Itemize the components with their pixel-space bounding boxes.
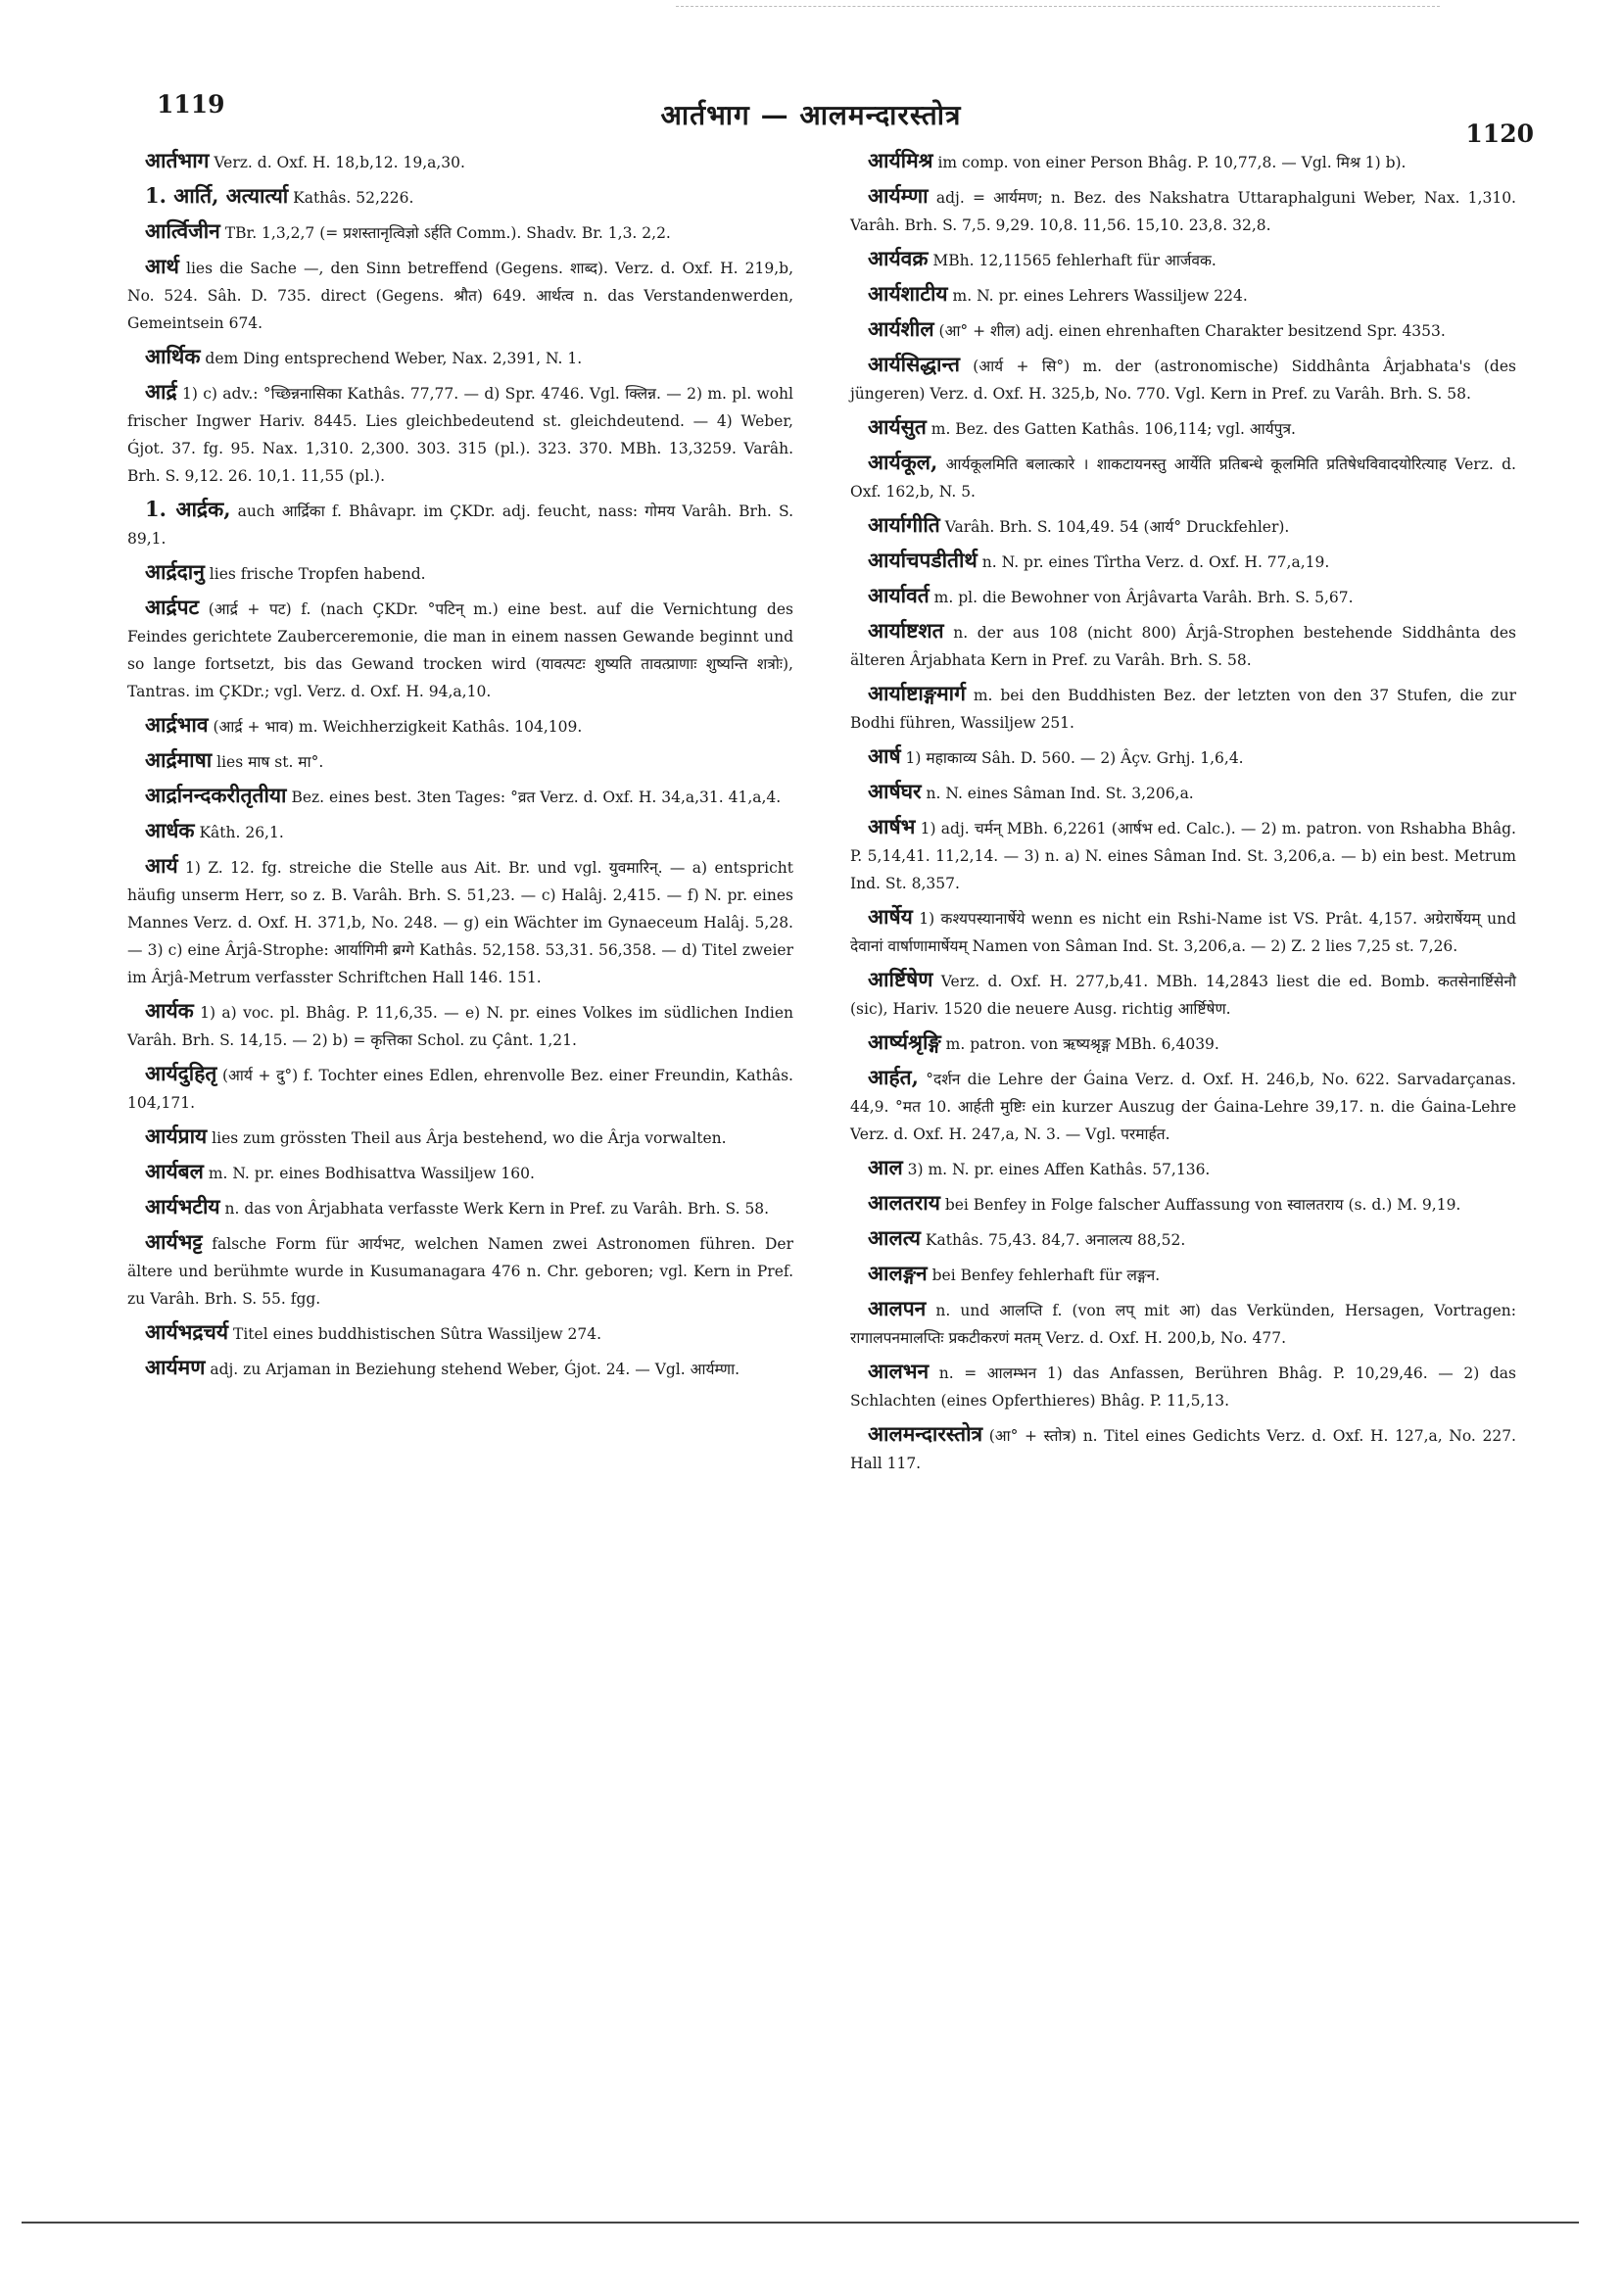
top-dashed-rule xyxy=(676,6,1440,7)
dictionary-entry xyxy=(850,1358,1516,1414)
dictionary-entry xyxy=(127,147,793,176)
entry-headword: 1. आर्ति, अत्यार्त्या xyxy=(145,183,289,208)
entry-text: Verz. d. Oxf. H. 277,b,41. MBh. 14,2843 liest die ed. Bomb. कतसेनार्ष्टिसेनौ (sic), Hariv. 1520 die neuere Ausg. richtig आर्ष्टिषेण. xyxy=(850,973,1516,1018)
entry-headword: आर्यकूल, xyxy=(868,450,938,474)
entry-text: lies माष st. मा°. xyxy=(216,753,324,771)
dictionary-entry xyxy=(127,746,793,776)
dictionary-entry xyxy=(850,1189,1516,1219)
entry-headword: आर्यसुत xyxy=(868,414,927,439)
entry-headword: आर्द्रमाषा xyxy=(145,747,213,772)
entry-headword: आर्द्रदानु xyxy=(145,559,205,584)
entry-text: 1) महाकाव्य Sâh. D. 560. — 2) Âçv. Grhj. 1,6,4. xyxy=(905,749,1244,767)
dictionary-entry xyxy=(850,1295,1516,1352)
entry-headword: आर्यक xyxy=(145,998,194,1023)
entry-headword: आर्ष xyxy=(868,743,901,768)
dictionary-entry xyxy=(850,280,1516,310)
entry-headword: आर्यशील xyxy=(868,316,934,341)
entry-text: lies frische Tropfen habend. xyxy=(209,565,426,583)
entry-headword: आर्त्विजीन xyxy=(145,218,220,243)
dictionary-entry xyxy=(127,378,793,490)
entry-headword: आर्याष्टाङ्गमार्ग xyxy=(868,681,966,705)
entry-text: Varâh. Brh. S. 104,49. 54 (आर्य° Druckfehler). xyxy=(944,518,1290,536)
dictionary-entry xyxy=(127,782,793,811)
entry-text: Verz. d. Oxf. H. 18,b,12. 19,a,30. xyxy=(214,154,465,171)
entry-text: (आ° + स्तोत्र) n. Titel eines Gedichts Verz. d. Oxf. H. 127,a, No. 227. Hall 117. xyxy=(850,1427,1516,1472)
entry-text: TBr. 1,3,2,7 (= प्रशस्तानृत्विज्ञो ऽर्हति Comm.). Shadv. Br. 1,3. 2,2. xyxy=(224,224,671,242)
entry-headword: आर्षेय xyxy=(868,904,913,929)
entry-text: lies zum grössten Theil aus Ârja bestehend, wo die Ârja vorwalten. xyxy=(212,1129,727,1147)
entry-text: Kâth. 26,1. xyxy=(199,824,284,841)
dictionary-entry xyxy=(850,680,1516,737)
entry-headword: 1. आर्द्रक, xyxy=(145,497,231,521)
entry-headword: आर्यभट्ट xyxy=(145,1229,203,1254)
entry-text: 1) adj. चर्मन् MBh. 6,2261 (आर्षभ ed. Calc.). — 2) m. patron. von Rshabha Bhâg. P. 5,14,41. 11,2,14. — 3) n. a) N. eines Sâman Ind. St. 3,206,a. — b) ein best. Metrum Ind. St. 8,357. xyxy=(850,820,1516,892)
entry-headword: आर्थ xyxy=(145,254,179,278)
dictionary-entry xyxy=(127,1193,793,1222)
entry-text: (आर्य + दु°) f. Tochter eines Edlen, ehrenvolle Bez. einer Freundin, Kathâs. 104,171. xyxy=(127,1067,793,1112)
dictionary-entry xyxy=(850,903,1516,960)
entry-headword: आर्यदुहितृ xyxy=(145,1061,217,1085)
entry-text: adj. = आर्यमण; n. Bez. des Nakshatra Uttaraphalguni Weber, Nax. 1,310. Varâh. Brh. S. 7,5. 9,29. 10,8. 11,56. 15,10. 23,8. 32,8. xyxy=(850,189,1516,234)
entry-text: 3) m. N. pr. eines Affen Kathâs. 57,136. xyxy=(907,1161,1211,1178)
entry-headword: आर्याष्टशत xyxy=(868,618,944,643)
entry-headword: आर्धक xyxy=(145,818,195,842)
entry-text: bei Benfey fehlerhaft für लङ्गन. xyxy=(931,1267,1161,1284)
dictionary-entry xyxy=(850,582,1516,611)
entry-headword: आर्य xyxy=(145,853,178,878)
entry-headword: आर्यबल xyxy=(145,1159,204,1183)
entry-headword: आर्द्रभाव xyxy=(145,712,209,737)
entry-text: 1) Z. 12. fg. streiche die Stelle aus Ait. Br. und vgl. युवमारिन्. — a) entspricht häufig unserm Herr, so z. B. Varâh. Brh. S. 51,23. — c) Halâj. 2,415. — f) N. pr. eines Mannes Verz. d. Oxf. H. 371,b, No. 248. — g) ein Wächter im Gynaeceum Halâj. 5,28. — 3) c) eine Ârjâ-Strophe: आर्यागिमी ब्रग्गे Kathâs. 52,158. 53,31. 56,358. — d) Titel zweier im Ârjâ-Metrum verfasster Schriftchen Hall 146. 151. xyxy=(127,859,793,986)
dictionary-entry xyxy=(127,1228,793,1313)
dictionary-entry xyxy=(850,351,1516,407)
entry-text: n. = आलम्भन 1) das Anfassen, Berühren Bhâg. P. 10,29,46. — 2) das Schlachten (eines Opferthieres) Bhâg. P. 11,5,13. xyxy=(850,1364,1516,1410)
entry-headword: आलङ्गन xyxy=(868,1261,928,1285)
entry-headword: आर्तभाग xyxy=(145,148,210,172)
dictionary-entry xyxy=(850,617,1516,674)
entry-headword: आर्यप्राय xyxy=(145,1124,208,1148)
dictionary-entry xyxy=(127,496,793,552)
entry-text: 1) a) voc. pl. Bhâg. P. 11,6,35. — e) N. pr. eines Volkes im südlichen Indien Varâh. Brh. S. 14,15. — 2) b) = कृत्तिका Schol. zu Çânt. 1,21. xyxy=(127,1004,793,1049)
dictionary-entry xyxy=(127,1318,793,1348)
entry-text: Kathâs. 75,43. 84,7. अनालत्य 88,52. xyxy=(925,1231,1186,1249)
dictionary-entry xyxy=(127,594,793,705)
entry-headword: आर्यभटीय xyxy=(145,1194,220,1219)
entry-text: n. das von Ârjabhata verfasste Werk Kern in Pref. zu Varâh. Brh. S. 58. xyxy=(224,1200,770,1218)
entry-text: Bez. eines best. 3ten Tages: °व्रत Verz. d. Oxf. H. 34,a,31. 41,a,4. xyxy=(291,789,782,806)
entry-headword: आर्ष्यश्रृङ्गि xyxy=(868,1029,941,1054)
entry-text: 1) कश्यपस्यानार्षेये wenn es nicht ein Rshi-Name ist VS. Prât. 4,157. अग्रेरार्षेयम् und देवानां वार्षाणामार्षेयम् Namen von Sâman Ind. St. 3,206,a. — 2) Z. 2 lies 7,25 st. 7,26. xyxy=(850,910,1516,955)
entry-headword: आर्यमण xyxy=(145,1355,206,1379)
entry-headword: आर्हत, xyxy=(868,1065,919,1089)
entry-headword: आर्द्रानन्दकरीतृतीया xyxy=(145,783,287,807)
dictionary-entry xyxy=(127,1123,793,1152)
dictionary-entry xyxy=(850,778,1516,807)
entry-text: m. Bez. des Gatten Kathâs. 106,114; vgl. आर्यपुत्र. xyxy=(930,420,1296,438)
entry-headword: आर्यभद्रचर्य xyxy=(145,1319,229,1344)
dictionary-entry xyxy=(127,852,793,991)
entry-headword: आर्ष्टिषेण xyxy=(868,967,933,991)
dictionary-entry xyxy=(850,547,1516,576)
dictionary-entry xyxy=(127,343,793,372)
bottom-rule xyxy=(22,2222,1579,2224)
entry-text: आर्यकूलमिति बलात्कारे । शाकटायनस्तु आर्येति प्रतिबन्धे कूलमिति प्रतिषेधविवादयोरित्याह Verz. d. Oxf. 162,b, N. 5. xyxy=(850,455,1516,501)
entry-headword: आर्थिक xyxy=(145,344,201,368)
dictionary-entry xyxy=(850,182,1516,239)
entry-text: n. N. eines Sâman Ind. St. 3,206,a. xyxy=(926,785,1194,802)
running-title: आर्तभाग — आलमन्दारस्तोत्र xyxy=(660,99,962,131)
entry-headword: आर्यशाटीय xyxy=(868,281,948,306)
entry-text: Titel eines buddhistischen Sûtra Wassiljew 274. xyxy=(233,1325,602,1343)
entry-headword: आलपन xyxy=(868,1296,927,1320)
entry-text: dem Ding entsprechend Weber, Nax. 2,391, N. 1. xyxy=(205,350,583,367)
dictionary-entry xyxy=(127,1158,793,1187)
dictionary-entry xyxy=(127,1060,793,1117)
entry-headword: आर्द्रपट xyxy=(145,595,200,619)
dictionary-entry xyxy=(850,1420,1516,1477)
page-number-left: 1119 xyxy=(157,90,225,119)
dictionary-entry xyxy=(850,413,1516,443)
entry-text: m. N. pr. eines Bodhisattva Wassiljew 160. xyxy=(208,1165,535,1182)
entry-headword: आर्यसिद्धान्त xyxy=(868,352,960,376)
left-column xyxy=(127,147,793,1389)
entry-text: (आर्य + सि°) m. der (astronomische) Siddhânta Ârjabhata's (des jüngeren) Verz. d. Oxf. H. 325,b, No. 770. Vgl. Kern in Pref. zu Varâh. Brh. S. 58. xyxy=(850,358,1516,403)
entry-text: m. pl. die Bewohner von Ârjâvarta Varâh. Brh. S. 5,67. xyxy=(933,589,1354,606)
entry-text: n. der aus 108 (nicht 800) Ârjâ-Strophen bestehende Siddhânta des älteren Ârjabhata Kern in Pref. zu Varâh. Brh. S. 58. xyxy=(850,624,1516,669)
entry-text: m. bei den Buddhisten Bez. der letzten von den 37 Stufen, die zur Bodhi führen, Wassiljew 251. xyxy=(850,687,1516,732)
entry-headword: आर्यवक्र xyxy=(868,246,929,270)
dictionary-entry xyxy=(850,245,1516,274)
dictionary-entry xyxy=(127,182,793,212)
entry-text: n. N. pr. eines Tîrtha Verz. d. Oxf. H. 77,a,19. xyxy=(981,553,1330,571)
entry-headword: आलभन xyxy=(868,1359,930,1383)
entry-headword: आर्याचपडीतीर्थ xyxy=(868,548,978,572)
dictionary-entry xyxy=(850,966,1516,1023)
entry-text: (आर्द्र + भाव) m. Weichherzigkeit Kathâs. 104,109. xyxy=(213,718,583,736)
dictionary-entry xyxy=(850,147,1516,176)
entry-text: bei Benfey in Folge falscher Auffassung von स्वालतराय (s. d.) M. 9,19. xyxy=(944,1196,1461,1214)
dictionary-entry xyxy=(850,1224,1516,1254)
entry-headword: आर्यमिश्र xyxy=(868,148,933,172)
entry-text: n. und आलप्ति f. (von लप् mit आ) das Verkünden, Hersagen, Vortragen: रागालपनमालप्तिः प्रकटीकरणं मतम् Verz. d. Oxf. H. 200,b, No. 477. xyxy=(850,1302,1516,1347)
entry-headword: आर्यावर्त xyxy=(868,583,930,607)
entry-text: 1) c) adv.: °च्छिन्ननासिका Kathâs. 77,77. — d) Spr. 4746. Vgl. क्लिन्न. — 2) m. pl. wohl frischer Ingwer Hariv. 8445. Lies gleichbedeutend st. gleichdeutend. — 4) Weber, Ǵjot. 37. fg. 95. Nax. 1,310. 2,300. 303. 315 (pl.). 323. 370. MBh. 13,3259. Varâh. Brh. S. 9,12. 26. 10,1. 11,55 (pl.). xyxy=(127,385,793,485)
entry-headword: आर्षभ xyxy=(868,814,916,838)
dictionary-entry xyxy=(850,511,1516,541)
dictionary-entry xyxy=(127,997,793,1054)
dictionary-entry xyxy=(850,1064,1516,1148)
entry-text: MBh. 12,11565 fehlerhaft für आर्जवक. xyxy=(932,252,1216,269)
entry-text: m. patron. von ऋष्यश्रृङ्ग MBh. 6,4039. xyxy=(945,1035,1219,1053)
entry-headword: आर्द्र xyxy=(145,379,177,404)
entry-text: im comp. von einer Person Bhâg. P. 10,77,8. — Vgl. मिश्र 1) b). xyxy=(937,154,1407,171)
entry-text: adj. zu Arjaman in Beziehung stehend Weber, Ǵjot. 24. — Vgl. आर्यम्णा. xyxy=(210,1361,740,1378)
dictionary-entry xyxy=(127,1354,793,1383)
dictionary-entry xyxy=(127,711,793,741)
dictionary-entry xyxy=(850,315,1516,345)
entry-headword: आर्यम्णा xyxy=(868,183,929,208)
dictionary-entry xyxy=(850,449,1516,505)
entry-text: m. N. pr. eines Lehrers Wassiljew 224. xyxy=(952,287,1248,305)
dictionary-entry xyxy=(127,817,793,846)
dictionary-entry xyxy=(850,1028,1516,1058)
entry-text: (आर्द्र + पट) f. (nach ÇKDr. °पटिन् m.) eine best. auf die Vernichtung des Feindes gerichtete Zauberceremonie, die man in einem nassen Gewande beginnt und so lange fortsetzt, bis das Gewand trocken wird (यावत्पटः शुष्यति तावत्प्राणाः शुष्यन्ति शत्रोः), Tantras. im ÇKDr.; vgl. Verz. d. Oxf. H. 94,a,10. xyxy=(127,600,793,700)
dictionary-entry xyxy=(850,1260,1516,1289)
dictionary-entry xyxy=(127,253,793,337)
dictionary-entry xyxy=(850,742,1516,772)
entry-text: falsche Form für आर्यभट, welchen Namen zwei Astronomen führen. Der ältere und berühmte wurde in Kusumanagara 476 n. Chr. geboren; vgl. Kern in Pref. zu Varâh. Brh. S. 55. fgg. xyxy=(127,1235,793,1308)
entry-text: (आ° + शील) adj. einen ehrenhaften Charakter besitzend Spr. 4353. xyxy=(938,322,1446,340)
entry-text: °दर्शन die Lehre der Ǵaina Verz. d. Oxf. H. 246,b, No. 622. Sarvadarçanas. 44,9. °मत 10. आर्हती मुष्टिः ein kurzer Auszug der Ǵaina-Lehre 39,17. n. die Ǵaina-Lehre Verz. d. Oxf. H. 247,a, N. 3. — Vgl. परमार्हत. xyxy=(850,1071,1516,1143)
dictionary-entry xyxy=(850,813,1516,897)
dictionary-entry xyxy=(127,217,793,247)
entry-headword: आर्षघर xyxy=(868,779,922,803)
page-number-right: 1120 xyxy=(1465,120,1534,148)
entry-headword: आलमन्दारस्तोत्र xyxy=(868,1421,983,1446)
entry-text: lies die Sache —, den Sinn betreffend (Gegens. शाब्द). Verz. d. Oxf. H. 219,b, No. 524. Sâh. D. 735. direct (Gegens. श्रौत) 649. आर्थत्व n. das Verstandenwerden, Gemeintsein 674. xyxy=(127,260,793,332)
entry-text: Kathâs. 52,226. xyxy=(293,189,414,207)
right-column xyxy=(850,147,1516,1483)
entry-headword: आलत्य xyxy=(868,1225,921,1250)
dictionary-entry xyxy=(850,1154,1516,1183)
entry-headword: आल xyxy=(868,1155,903,1179)
entry-headword: आर्यागीति xyxy=(868,512,940,537)
dictionary-entry xyxy=(127,558,793,588)
entry-text: auch आर्द्रिका f. Bhâvapr. im ÇKDr. adj. feucht, nass: गोमय Varâh. Brh. S. 89,1. xyxy=(127,502,793,548)
entry-headword: आलतराय xyxy=(868,1190,940,1215)
